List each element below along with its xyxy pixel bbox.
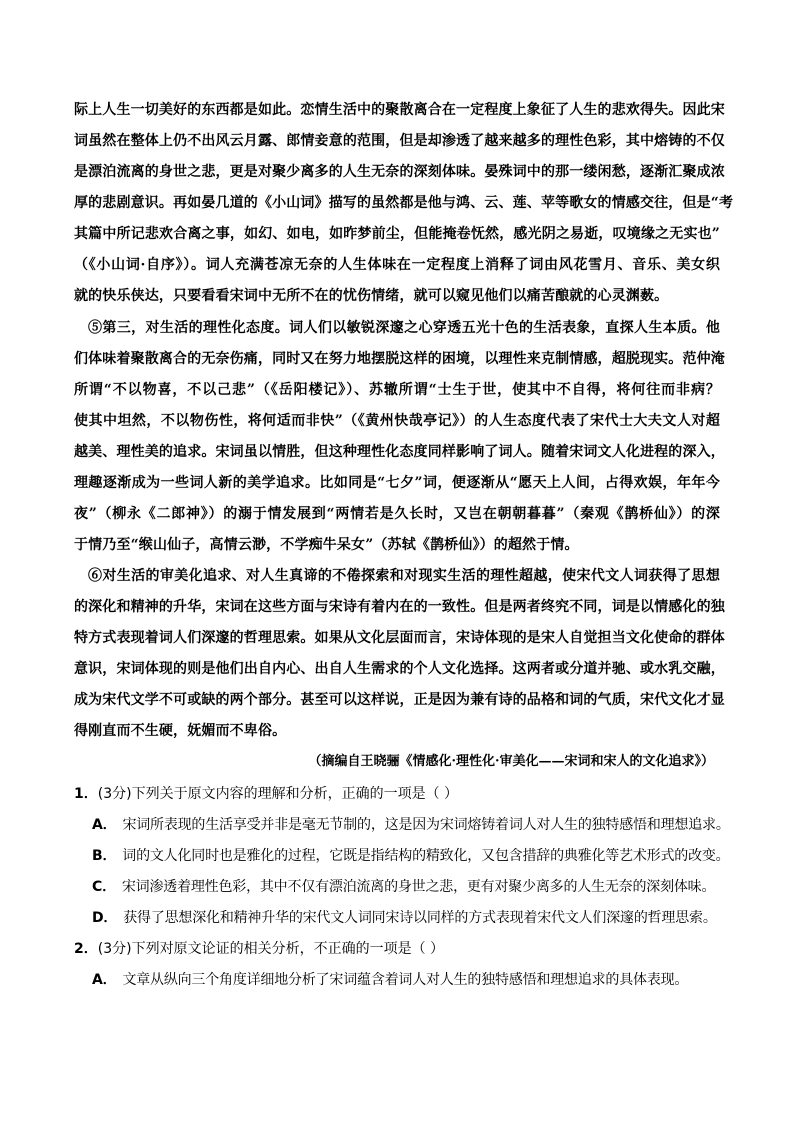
passage-line: 越美、理性美的追求。宋词虽以情胜，但这种理性化态度同样影响了词人。随着宋词文人化进程的深入， — [74, 444, 725, 460]
passage-line: 得刚直而不生硬，妩媚而不卑俗。 — [74, 723, 287, 739]
paragraph-5-start: ⑤第三，对生活的理性化态度。词人们以敏锐深邃之心穿透五光十色的生活表象，直探人生本质。他 — [88, 320, 720, 336]
option-text: 宋词所表现的生活享受并非是毫无节制的，这是因为宋词熔铸着词人对人生的独特感悟和理想追求。 — [122, 817, 730, 833]
option-text: 文章从纵向三个角度详细地分析了宋词蕴含着词人对人生的独特感悟和理想追求的具体表现。 — [122, 972, 689, 988]
question-number: 1． — [74, 786, 98, 802]
passage-line: 就的快乐侠达，只要看看宋词中无所不在的忧伤情绪，就可以窥见他们以痛苦酿就的心灵渊薮。 — [74, 288, 669, 304]
option-label: B． — [92, 848, 117, 864]
passage-line: 的深化和精神的升华，宋词在这些方面与宋诗有着内在的一致性。但是两者终究不同，词是以情感化的独 — [74, 599, 725, 615]
option-text: 获得了思想深化和精神升华的宋代文人词同宋诗以同样的方式表现着宋代文人们深邃的哲理思索。 — [123, 910, 717, 926]
passage-line: 使其中坦然，不以物伤性，将何适而非快”（《黄州快哉亭记》）的人生态度代表了宋代士大夫文人对超 — [74, 413, 720, 429]
option-a[interactable] — [92, 970, 688, 990]
option-label: C． — [92, 879, 116, 895]
passage-line: 于情乃至“缑山仙子，高情云渺，不学痴牛呆女”（苏轼《鹊桥仙》）的超然于情。 — [74, 537, 579, 553]
option-text: 宋词渗透着理性色彩，其中不仅有漂泊流离的身世之悲，更有对聚少离多的人生无奈的深刻体味。 — [121, 879, 716, 895]
passage-line: 们体味着聚散离合的无奈伤痛，同时又在努力地摆脱这样的困境，以理性来克制情感，超脱现实。范仲淹 — [74, 351, 725, 367]
question-text: (3分)下列对原文论证的相关分析，不正确的一项是（ ） — [97, 941, 445, 957]
question-stem — [74, 939, 444, 959]
passage-line: 成为宋代文学不可或缺的两个部分。甚至可以这样说，正是因为兼有诗的品格和词的气质，宋代文化才显 — [74, 692, 725, 708]
option-label: D． — [92, 910, 118, 926]
question-text: (3分)下列关于原文内容的理解和分析，正确的一项是（ ） — [97, 786, 459, 802]
passage-line: （《小山词·自序》）。词人充满苍凉无奈的人生体味在一定程度上消释了词由风花雪月、音乐、美女织 — [74, 257, 720, 273]
passage-line: 其篇中所记悲欢合离之事，如幻、如电，如昨梦前尘，但能掩卷怃然，感光阴之易逝，叹境缘之无实也” — [74, 226, 720, 242]
passage-line: 是漂泊流离的身世之悲，更是对聚少离多的人生无奈的深刻体味。晏殊词中的那一缕闲愁，逐渐汇聚成浓 — [74, 164, 725, 180]
option-a[interactable] — [92, 815, 730, 835]
passage-line: 际上人生一切美好的东西都是如此。恋情生活中的聚散离合在一定程度上象征了人生的悲欢得失。因此宋 — [74, 102, 725, 118]
passage-line: 夜”（柳永《二郎神》）的溺于情发展到“两情若是久长时，又岂在朝朝暮暮”（秦观《鹊桥仙》）的深 — [74, 506, 720, 522]
question-number: 2． — [74, 941, 98, 957]
passage-line: 意识，宋词体现的则是他们出自内心、出自人生需求的个人文化选择。这两者或分道并驰、或水乳交融， — [74, 661, 725, 677]
option-c[interactable] — [92, 877, 715, 897]
question-stem — [74, 784, 458, 804]
passage-line: 理趣逐渐成为一些词人新的美学追求。比如同是“七夕”词，便逐渐从“愿天上人间，占得欢娱，年年今 — [74, 475, 720, 491]
option-text: 词的文人化同时也是雅化的过程，它既是指结构的精致化，又包含措辞的典雅化等艺术形式的改变。 — [122, 848, 730, 864]
passage-line: 厚的悲剧意识。再如晏几道的《小山词》描写的虽然都是他与鸿、云、莲、苹等歌女的情感交往，但是“考 — [74, 195, 734, 211]
passage-line: 词虽然在整体上仍不出风云月露、郎情妾意的范围，但是却渗透了越来越多的理性色彩，其中熔铸的不仅 — [74, 133, 725, 149]
passage-line: 特方式表现着词人们深邃的哲理思索。如果从文化层面而言，宋诗体现的是宋人自觉担当文化使命的群体 — [74, 630, 725, 646]
option-d[interactable] — [92, 908, 717, 928]
option-label: A． — [92, 817, 117, 833]
passage-line: 所谓“不以物喜，不以己悲”（《岳阳楼记》）、苏辙所谓“士生于世，使其中不自得，将何往而非病？ — [74, 382, 720, 398]
option-label: A． — [92, 972, 117, 988]
option-b[interactable] — [92, 846, 729, 866]
paragraph-6-start: ⑥对生活的审美化追求、对人生真谛的不倦探索和对现实生活的理性超越，使宋代文人词获得了思想 — [88, 568, 720, 584]
source-citation: （摘编自王晓骊《情感化·理性化·审美化——宋词和宋人的文化追求》） — [308, 754, 714, 769]
